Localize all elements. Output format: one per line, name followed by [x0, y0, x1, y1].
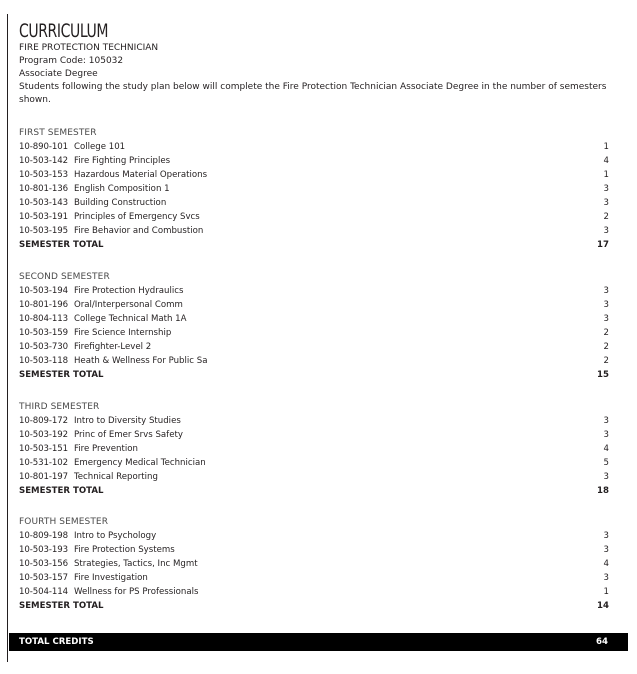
course-row: [19, 224, 609, 238]
course-credits: 3: [603, 430, 609, 440]
semester-total-row: [19, 238, 609, 252]
course-credits: 5: [603, 458, 609, 468]
semester-total-row: [19, 599, 609, 613]
course-row: [19, 340, 609, 354]
program-code: Program Code: 105032: [19, 56, 124, 66]
course-code: 10-503-191: [19, 212, 68, 222]
total-credits-value: 64: [596, 637, 608, 647]
course-credits: 4: [603, 156, 609, 166]
course-name: Hazardous Material Operations: [73, 170, 208, 180]
course-credits: 3: [603, 545, 609, 555]
semester-total-label: SEMESTER TOTAL: [19, 486, 104, 496]
semester-total-value: 17: [597, 240, 609, 250]
course-code: 10-503-151: [19, 444, 68, 454]
course-credits: 3: [603, 472, 609, 482]
course-credits: 4: [603, 444, 609, 454]
semester-title: THIRD SEMESTER: [19, 402, 100, 412]
course-row: [19, 354, 609, 368]
course-row: [19, 529, 609, 543]
course-name: College 101: [73, 142, 126, 152]
course-name: Fire Prevention: [73, 444, 138, 454]
course-credits: 1: [603, 142, 609, 152]
course-code: 10-503-194: [19, 286, 68, 296]
course-credits: 3: [603, 300, 609, 310]
semester-title: SECOND SEMESTER: [19, 272, 110, 282]
course-name: Technical Reporting: [73, 472, 158, 482]
course-code: 10-809-172: [19, 416, 68, 426]
course-row: [19, 543, 609, 557]
course-row: [19, 557, 609, 571]
semester-block-1: [19, 126, 609, 252]
course-name: Fire Fighting Principles: [73, 156, 171, 166]
page-title: CURRICULUM: [19, 20, 109, 42]
course-row: [19, 284, 609, 298]
course-credits: 3: [603, 573, 609, 583]
program-name: FIRE PROTECTION TECHNICIAN: [19, 43, 159, 53]
course-name: Fire Science Internship: [73, 328, 172, 338]
course-name: Heath & Wellness For Public Sa: [73, 356, 208, 366]
course-code: 10-503-193: [19, 545, 68, 555]
course-credits: 3: [603, 184, 609, 194]
course-row: [19, 154, 609, 168]
course-row: [19, 571, 609, 585]
total-credits-label: TOTAL CREDITS: [19, 637, 94, 647]
course-row: [19, 140, 609, 154]
course-name: Fire Investigation: [73, 573, 148, 583]
course-credits: 4: [603, 559, 609, 569]
semester-total-label: SEMESTER TOTAL: [19, 601, 104, 611]
course-name: College Technical Math 1A: [73, 314, 187, 324]
course-credits: 3: [603, 198, 609, 208]
semester-title: FIRST SEMESTER: [19, 128, 97, 138]
course-credits: 3: [603, 531, 609, 541]
curriculum-header: [19, 20, 609, 107]
course-name: Fire Protection Systems: [73, 545, 175, 555]
semester-block-3: [19, 400, 609, 498]
course-row: [19, 312, 609, 326]
course-code: 10-503-192: [19, 430, 68, 440]
course-credits: 2: [603, 328, 609, 338]
course-credits: 3: [603, 286, 609, 296]
course-row: [19, 326, 609, 340]
total-credits-bar: [9, 633, 628, 651]
course-code: 10-503-156: [19, 559, 68, 569]
course-credits: 2: [603, 342, 609, 352]
course-code: 10-503-195: [19, 226, 68, 236]
course-name: Oral/Interpersonal Comm: [73, 300, 183, 310]
course-code: 10-809-198: [19, 531, 68, 541]
program-description: Students following the study plan below will complete the Fire Protection Technician Associate Degree in the number of semesters shown.: [19, 82, 607, 105]
course-credits: 1: [603, 587, 609, 597]
course-name: Firefighter-Level 2: [73, 342, 152, 352]
course-name: Strategies, Tactics, Inc Mgmt: [73, 559, 198, 569]
course-row: [19, 456, 609, 470]
semester-block-2: [19, 270, 609, 382]
course-code: 10-503-143: [19, 198, 68, 208]
course-name: Principles of Emergency Svcs: [73, 212, 200, 222]
course-name: Fire Protection Hydraulics: [73, 286, 184, 296]
course-name: Emergency Medical Technician: [73, 458, 206, 468]
course-row: [19, 428, 609, 442]
course-row: [19, 196, 609, 210]
course-name: Intro to Psychology: [73, 531, 157, 541]
course-row: [19, 298, 609, 312]
course-code: 10-801-136: [19, 184, 68, 194]
course-code: 10-503-142: [19, 156, 68, 166]
semester-total-value: 14: [597, 601, 609, 611]
course-code: 10-503-153: [19, 170, 68, 180]
semester-total-value: 15: [597, 370, 609, 380]
left-border-rule: [7, 14, 8, 662]
semester-total-row: [19, 484, 609, 498]
course-code: 10-531-102: [19, 458, 68, 468]
course-name: Princ of Emer Srvs Safety: [73, 430, 183, 440]
course-credits: 3: [603, 226, 609, 236]
course-code: 10-503-157: [19, 573, 68, 583]
course-code: 10-801-196: [19, 300, 68, 310]
semester-title: FOURTH SEMESTER: [19, 517, 109, 527]
course-code: 10-801-197: [19, 472, 68, 482]
semester-total-row: [19, 368, 609, 382]
course-name: English Composition 1: [73, 184, 170, 194]
course-code: 10-504-114: [19, 587, 68, 597]
course-code: 10-503-118: [19, 356, 68, 366]
course-code: 10-503-159: [19, 328, 68, 338]
course-row: [19, 470, 609, 484]
course-row: [19, 442, 609, 456]
semester-block-4: [19, 515, 609, 613]
degree-type: Associate Degree: [19, 69, 98, 79]
course-row: [19, 414, 609, 428]
course-credits: 2: [603, 212, 609, 222]
course-credits: 2: [603, 356, 609, 366]
semester-total-value: 18: [597, 486, 609, 496]
course-name: Building Construction: [73, 198, 167, 208]
course-row: [19, 182, 609, 196]
course-row: [19, 168, 609, 182]
course-name: Fire Behavior and Combustion: [73, 226, 204, 236]
course-name: Intro to Diversity Studies: [73, 416, 181, 426]
course-row: [19, 585, 609, 599]
course-code: 10-804-113: [19, 314, 68, 324]
course-credits: 1: [603, 170, 609, 180]
course-row: [19, 210, 609, 224]
semester-total-label: SEMESTER TOTAL: [19, 240, 104, 250]
course-credits: 3: [603, 416, 609, 426]
course-code: 10-503-730: [19, 342, 68, 352]
course-credits: 3: [603, 314, 609, 324]
semester-total-label: SEMESTER TOTAL: [19, 370, 104, 380]
course-name: Wellness for PS Professionals: [73, 587, 199, 597]
course-code: 10-890-101: [19, 142, 68, 152]
